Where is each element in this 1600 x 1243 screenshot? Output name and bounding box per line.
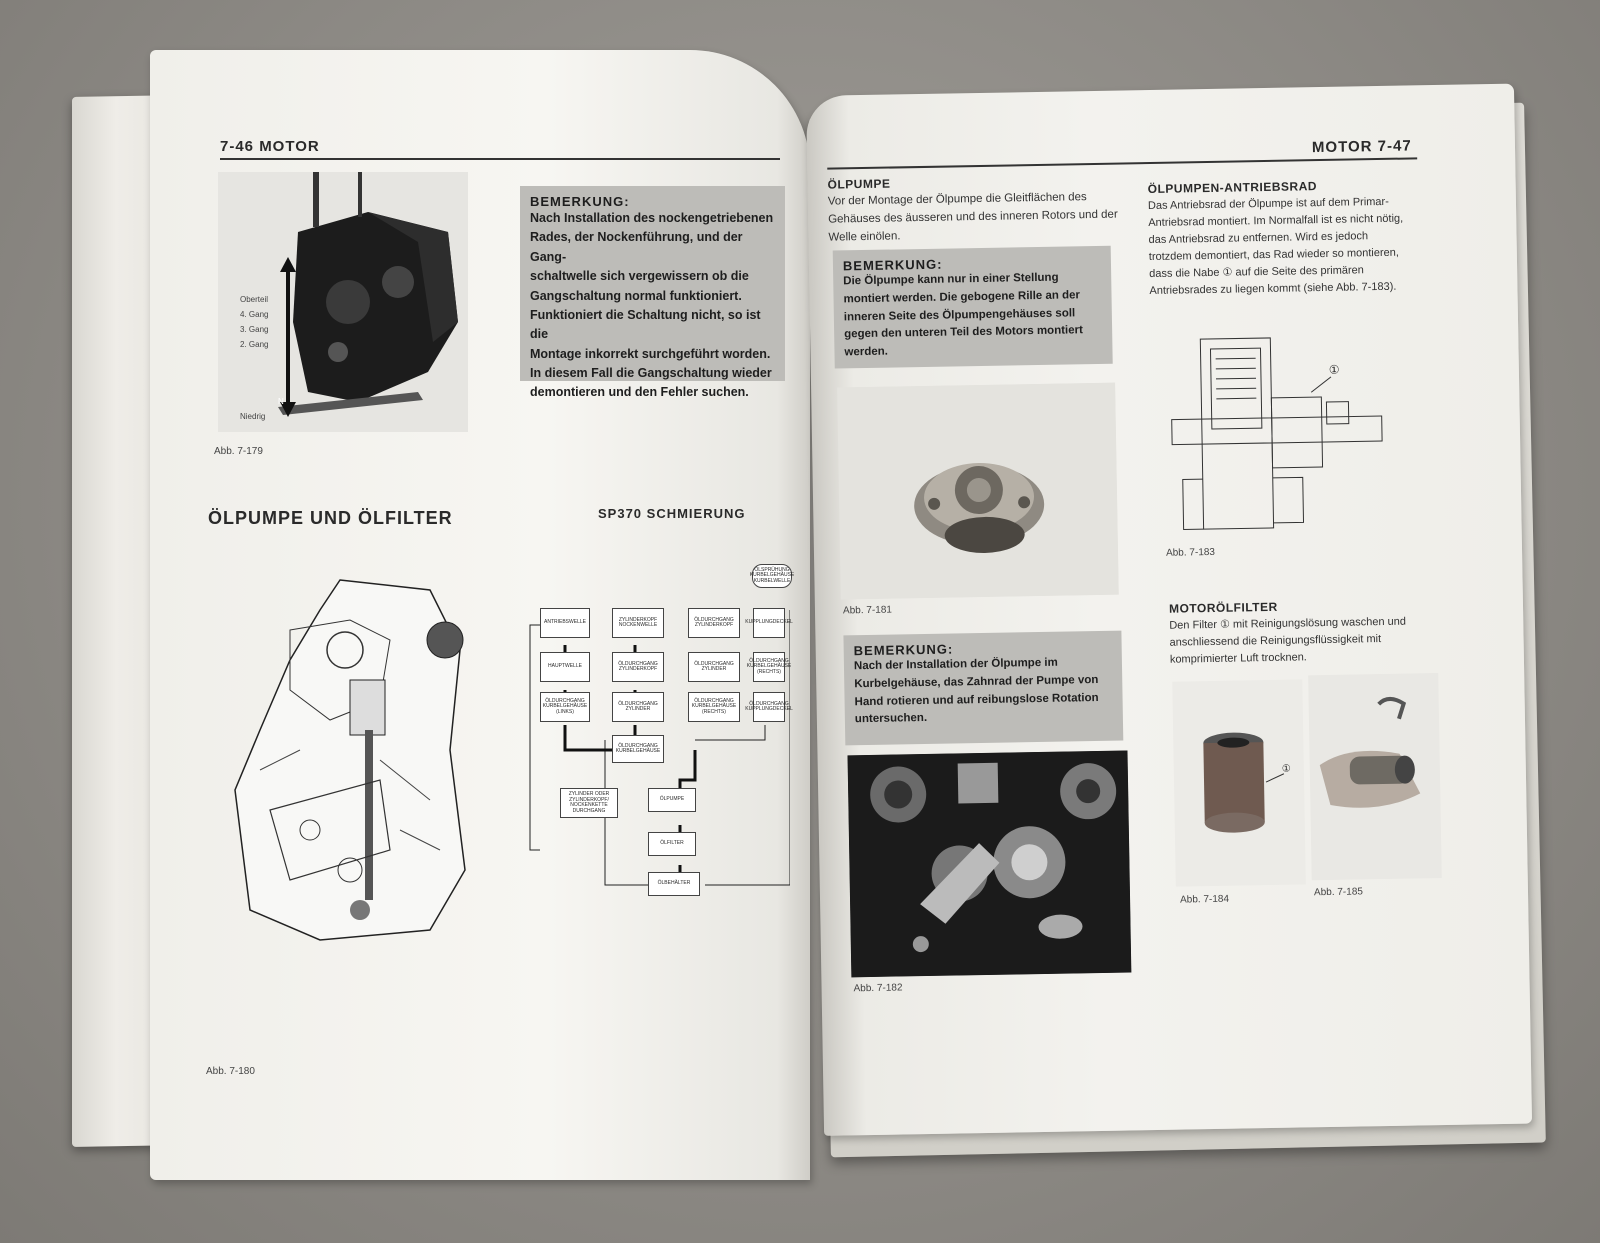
flow-kupplungdeckel: ÖLDURCHGANG KUPPLUNGDECKEL <box>753 692 785 722</box>
gear-label-2: 2. Gang <box>240 340 269 349</box>
right-header-rule <box>827 157 1417 169</box>
fig-179-photo <box>218 172 468 432</box>
right-page <box>806 84 1532 1136</box>
note-line-8: demontieren und den Fehler suchen. <box>530 385 749 400</box>
note-line-1: Nach Installation des nockengetriebenen <box>530 211 774 225</box>
note-line-2: Rades, der Nockenführung, und der Gang- <box>530 230 743 264</box>
note-line-6: Montage inkorrekt surchgeführt worden. <box>530 346 771 361</box>
flow-zylinder-2: ÖLDURCHGANG ZYLINDER <box>688 652 740 682</box>
note-line-3: schaltwelle sich vergewissern ob die <box>530 269 749 284</box>
antriebsrad-text: Das Antriebsrad der Ölpumpe ist auf dem Primar-Antriebsrad montiert. Im Normalfall ist es nicht nötig, das Antriebsrad zu entfernen. Wird es jedoch trotzdem demontiert, das Rad wieder so montieren, dass die Nabe ① auf die Seite des primären Antriebsrades zu liegen kommt (siehe Abb. 7-183). <box>1147 195 1404 298</box>
fig-181-oil-pump-photo <box>837 383 1119 600</box>
fig-184-filter-photo <box>1172 679 1306 886</box>
note2-title: BEMERKUNG: <box>853 641 954 659</box>
oelfilter-text: Den Filter ① mit Reinigungslösung waschen und anschliessend die Reinigungsflüssigkeit mit komprimierter Luft trocknen. <box>1169 615 1407 666</box>
fig-183-caption: Abb. 7-183 <box>1165 546 1216 559</box>
flow-antriebswelle: ANTRIEBSWELLE <box>540 608 590 638</box>
note1-text: Die Ölpumpe kann nur in einer Stellung montiert werden. Die gebogene Rille an der inneren Seite des Ölpumpengehäuses soll gegen den unteren Teil des Motors montiert werden. <box>843 271 1084 359</box>
lubrication-flow-diagram <box>520 550 795 920</box>
note-line-5: Funktioniert die Schaltung nicht, so ist die <box>530 307 761 342</box>
fig-180-caption: Abb. 7-180 <box>206 1066 255 1077</box>
flow-oelfilter: ÖLFILTER <box>648 832 696 856</box>
fig-183-callout: ① <box>1328 362 1340 377</box>
note-box-right-1 <box>833 246 1113 369</box>
flow-oelpumpe: ÖLPUMPE <box>648 788 696 812</box>
antriebsrad-title: ÖLPUMPEN-ANTRIEBSRAD <box>1147 179 1318 197</box>
note-line-4: Gangschaltung normal funktioniert. <box>530 288 742 303</box>
fig-180-engine-drawing <box>230 570 470 950</box>
flow-zylinderkopf: ÖLDURCHGANG ZYLINDERKOPF <box>612 652 664 682</box>
flow-kurbel-rechts: ÖLDURCHGANG KURBELGEHÄUSE (RECHTS) <box>688 692 740 722</box>
fig-185-caption: Abb. 7-185 <box>1313 886 1364 899</box>
flow-kupplung: KUPPLUNGDECKEL <box>753 608 785 638</box>
fig-182-engine-photo <box>848 750 1132 977</box>
neutral-marker: N <box>278 397 284 406</box>
note2-text: Nach der Installation der Ölpumpe im Kurbelgehäuse, das Zahnrad der Pumpe von Hand rotieren und auf reibungslose Rotation untersuchen. <box>853 656 1099 726</box>
flow-kurbel-links: ÖLDURCHGANG KURBELGEHÄUSE (LINKS) <box>540 692 590 722</box>
flow-zylinderkopf-2: ÖLDURCHGANG ZYLINDERKOPF <box>688 608 740 638</box>
diagram-title: SP370 SCHMIERUNG <box>598 506 746 521</box>
note-line-7: In diesem Fall die Gangschaltung wieder <box>530 366 772 380</box>
fig-182-caption: Abb. 7-182 <box>853 982 903 995</box>
flow-zyl-nocken: ZYLINDERKOPF NOCKENWELLE <box>612 608 664 638</box>
gear-label-oberteil: Oberteil <box>240 295 269 304</box>
flow-oelbehaelter: ÖLBEHÄLTER <box>648 872 700 896</box>
flow-zylinder: ÖLDURCHGANG ZYLINDER <box>612 692 664 722</box>
flow-hauptwelle: HAUPTWELLE <box>540 652 590 682</box>
note-box-right-2 <box>843 631 1123 746</box>
left-page <box>150 50 810 1180</box>
fig-181-caption: Abb. 7-181 <box>842 604 893 617</box>
flow-kurbel-mitte: ÖLDURCHGANG KURBELGEHÄUSE <box>612 735 664 763</box>
fig-184-caption: Abb. 7-184 <box>1179 893 1230 906</box>
gear-label-niedrig: Niedrig <box>240 412 266 421</box>
flow-zyl-nockenkette: ZYLINDER ODER ZYLINDERKOPF/ NOCKENKETTE DURCHGANG <box>560 788 618 818</box>
oelfilter-title: MOTORÖLFILTER <box>1168 599 1278 616</box>
flow-kurbelgehaeuse-side: ÖLDURCHGANG KURBELGEHÄUSE (RECHTS) <box>753 652 785 682</box>
gear-label-4: 4. Gang <box>240 310 269 319</box>
flow-cloud: ÖLSPRÜHUNG KURBELGEHÄUSE KURBELWELLE <box>752 564 792 588</box>
gear-label-3: 3. Gang <box>240 325 269 334</box>
fig-184-callout: ① <box>1281 763 1291 775</box>
note-title: BEMERKUNG: <box>530 194 630 209</box>
oelpumpe-text: Vor der Montage der Ölpumpe die Gleitflächen des Gehäuses des äusseren und des inneren Rotors und der Welle einölen. <box>827 191 1118 244</box>
section-title: ÖLPUMPE UND ÖLFILTER <box>208 508 453 528</box>
fig-179-caption: Abb. 7-179 <box>214 446 263 457</box>
fig-185-filter-hand-photo <box>1308 673 1442 880</box>
left-page-header: 7-46 MOTOR <box>220 138 320 155</box>
fig-183-drawing <box>1160 326 1394 540</box>
note1-title: BEMERKUNG: <box>842 256 943 274</box>
left-header-rule <box>220 158 780 160</box>
right-page-header: MOTOR 7-47 <box>1311 137 1412 157</box>
note-box-left <box>520 186 785 400</box>
oelpumpe-title: ÖLPUMPE <box>827 176 891 192</box>
